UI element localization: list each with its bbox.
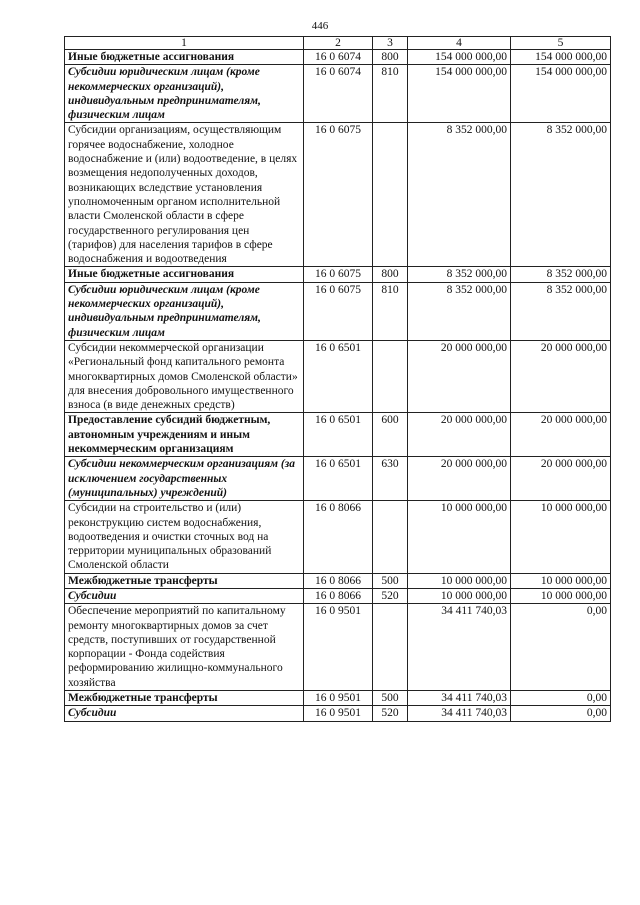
row-expense-kind: 500 xyxy=(373,691,408,706)
row-expense-kind: 520 xyxy=(373,588,408,603)
row-target-code: 16 0 6075 xyxy=(304,282,373,340)
row-amount-col5: 8 352 000,00 xyxy=(511,267,611,282)
row-amount-col4: 8 352 000,00 xyxy=(408,282,511,340)
row-amount-col4: 154 000 000,00 xyxy=(408,65,511,123)
row-name: Субсидии xyxy=(65,706,304,721)
row-name: Межбюджетные трансферты xyxy=(65,573,304,588)
row-amount-col4: 34 411 740,03 xyxy=(408,691,511,706)
table-row xyxy=(65,340,611,412)
row-target-code: 16 0 9501 xyxy=(304,604,373,691)
row-name: Субсидии некоммерческой организации «Региональный фонд капитального ремонта многоквартирных домов Смоленской области» для внесения добровольного имущественного взноса (в виде денежных средств) xyxy=(65,340,304,412)
header-row xyxy=(65,37,611,50)
row-amount-col4: 154 000 000,00 xyxy=(408,50,511,65)
table-body xyxy=(65,50,611,722)
row-target-code: 16 0 9501 xyxy=(304,691,373,706)
row-amount-col4: 34 411 740,03 xyxy=(408,706,511,721)
row-amount-col4: 20 000 000,00 xyxy=(408,340,511,412)
column-header-5: 5 xyxy=(511,37,611,50)
table-row xyxy=(65,457,611,501)
row-amount-col4: 10 000 000,00 xyxy=(408,501,511,573)
table-row xyxy=(65,501,611,573)
row-expense-kind: 800 xyxy=(373,50,408,65)
table-row xyxy=(65,588,611,603)
column-header-4: 4 xyxy=(408,37,511,50)
table-row xyxy=(65,123,611,267)
column-header-3: 3 xyxy=(373,37,408,50)
row-amount-col4: 20 000 000,00 xyxy=(408,413,511,457)
row-name: Субсидии на строительство и (или) реконструкцию систем водоснабжения, водоотведения и очистки сточных вод на территории муниципальных образований Смоленской области xyxy=(65,501,304,573)
row-target-code: 16 0 6501 xyxy=(304,340,373,412)
table-row xyxy=(65,604,611,691)
row-name: Иные бюджетные ассигнования xyxy=(65,267,304,282)
budget-table xyxy=(64,36,611,722)
table-row xyxy=(65,691,611,706)
row-expense-kind: 630 xyxy=(373,457,408,501)
table-row xyxy=(65,267,611,282)
row-amount-col5: 0,00 xyxy=(511,691,611,706)
column-header-2: 2 xyxy=(304,37,373,50)
row-expense-kind: 520 xyxy=(373,706,408,721)
row-name: Обеспечение мероприятий по капитальному ремонту многоквартирных домов за счет средств, поступивших от государственной корпорации - Фонда содействия реформированию жилищно-коммунального хозяйства xyxy=(65,604,304,691)
row-target-code: 16 0 6074 xyxy=(304,50,373,65)
row-name: Иные бюджетные ассигнования xyxy=(65,50,304,65)
table-row xyxy=(65,413,611,457)
column-header-1: 1 xyxy=(65,37,304,50)
row-target-code: 16 0 8066 xyxy=(304,573,373,588)
row-target-code: 16 0 9501 xyxy=(304,706,373,721)
row-expense-kind xyxy=(373,123,408,267)
table-row xyxy=(65,706,611,721)
table-row xyxy=(65,282,611,340)
row-target-code: 16 0 6074 xyxy=(304,65,373,123)
table-row xyxy=(65,65,611,123)
row-amount-col4: 10 000 000,00 xyxy=(408,588,511,603)
row-amount-col5: 154 000 000,00 xyxy=(511,65,611,123)
row-amount-col5: 8 352 000,00 xyxy=(511,282,611,340)
row-amount-col5: 0,00 xyxy=(511,706,611,721)
row-amount-col5: 8 352 000,00 xyxy=(511,123,611,267)
row-name: Предоставление субсидий бюджетным, автономным учреждениям и иным некоммерческим организациям xyxy=(65,413,304,457)
row-target-code: 16 0 6075 xyxy=(304,123,373,267)
row-expense-kind xyxy=(373,340,408,412)
row-amount-col4: 8 352 000,00 xyxy=(408,123,511,267)
row-target-code: 16 0 6501 xyxy=(304,413,373,457)
row-amount-col5: 0,00 xyxy=(511,604,611,691)
row-expense-kind: 600 xyxy=(373,413,408,457)
row-expense-kind: 500 xyxy=(373,573,408,588)
row-name: Субсидии юридическим лицам (кроме некоммерческих организаций), индивидуальным предпринимателям, физическим лицам xyxy=(65,282,304,340)
row-amount-col4: 34 411 740,03 xyxy=(408,604,511,691)
row-target-code: 16 0 8066 xyxy=(304,501,373,573)
page-number: 446 xyxy=(311,20,329,32)
row-amount-col5: 20 000 000,00 xyxy=(511,340,611,412)
row-name: Субсидии организациям, осуществляющим горячее водоснабжение, холодное водоснабжение и (или) водоотведение, в целях возмещения недополученных доходов, возникающих вследствие установления уполномоченным органом исполнительной власти Смоленской области в сфере государственного регулирования цен (тарифов) для населения тарифов в сфере водоснабжения и водоотведения xyxy=(65,123,304,267)
row-target-code: 16 0 6501 xyxy=(304,457,373,501)
row-amount-col5: 20 000 000,00 xyxy=(511,413,611,457)
table-row xyxy=(65,573,611,588)
row-amount-col4: 20 000 000,00 xyxy=(408,457,511,501)
row-amount-col5: 154 000 000,00 xyxy=(511,50,611,65)
row-amount-col5: 10 000 000,00 xyxy=(511,588,611,603)
row-name: Субсидии xyxy=(65,588,304,603)
row-expense-kind xyxy=(373,604,408,691)
row-name: Субсидии некоммерческим организациям (за исключением государственных (муниципальных) учреждений) xyxy=(65,457,304,501)
row-name: Субсидии юридическим лицам (кроме некоммерческих организаций), индивидуальным предпринимателям, физическим лицам xyxy=(65,65,304,123)
row-target-code: 16 0 8066 xyxy=(304,588,373,603)
row-amount-col5: 20 000 000,00 xyxy=(511,457,611,501)
row-target-code: 16 0 6075 xyxy=(304,267,373,282)
row-amount-col5: 10 000 000,00 xyxy=(511,573,611,588)
row-expense-kind: 810 xyxy=(373,282,408,340)
row-amount-col4: 10 000 000,00 xyxy=(408,573,511,588)
row-amount-col4: 8 352 000,00 xyxy=(408,267,511,282)
row-expense-kind: 810 xyxy=(373,65,408,123)
row-name: Межбюджетные трансферты xyxy=(65,691,304,706)
row-expense-kind xyxy=(373,501,408,573)
table-row xyxy=(65,50,611,65)
row-expense-kind: 800 xyxy=(373,267,408,282)
row-amount-col5: 10 000 000,00 xyxy=(511,501,611,573)
